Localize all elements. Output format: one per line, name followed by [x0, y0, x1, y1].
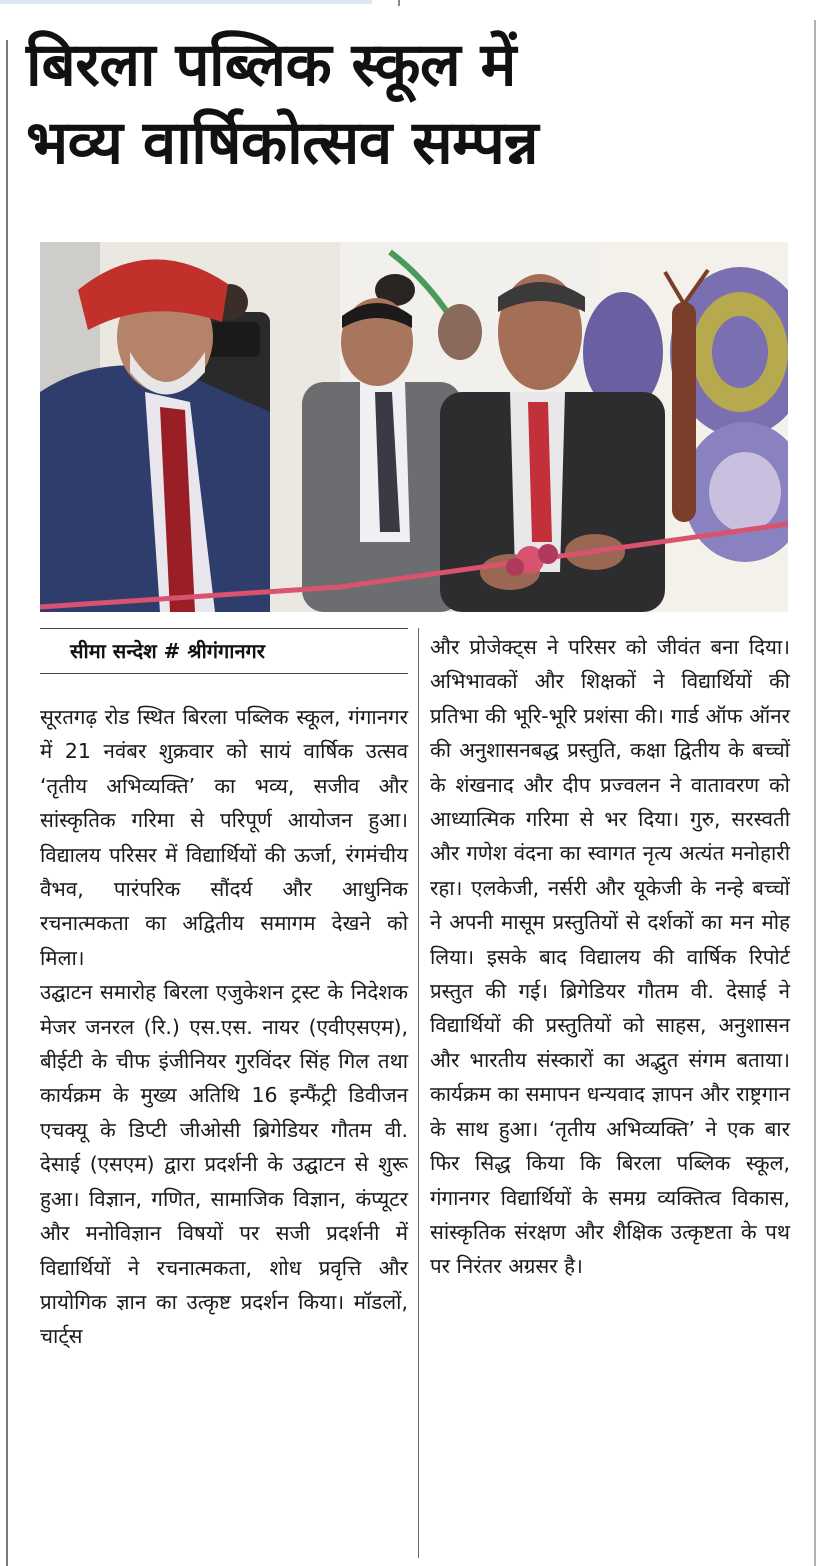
byline: सीमा सन्देश # श्रीगंगानगर: [70, 639, 265, 663]
article-column-right: [430, 630, 790, 1284]
news-photo: [40, 242, 788, 612]
article-headline: [26, 26, 796, 182]
left-paragraph-2: उद्घाटन समारोह बिरला एजुकेशन ट्रस्ट के निदेशक मेजर जनरल (रि.) एस.एस. नायर (एवीएसएम), बीईटी के चीफ इंजीनियर गुरविंदर सिंह गिल तथा कार्यक्रम के मुख्य अतिथि 16 इन्फैंट्री डिवीजन एचक्यू के डिप्टी जीओसी ब्रिगेडियर गौतम वी. देसाई (एसएम) द्वारा प्रदर्शनी के उद्घाटन से शुरू हुआ। विज्ञान, गणित, सामाजिक विज्ञान, कंप्यूटर और मनोविज्ञान विषयों पर सजी प्रदर्शनी में विद्यार्थियों ने रचनात्मकता, शोध प्रवृत्ति और प्रायोगिक ज्ञान का उत्कृष्ट प्रदर्शन किया। मॉडलों, चार्ट्स: [40, 980, 408, 1349]
top-edge-strip: [0, 0, 822, 6]
left-paragraph-1: सूरतगढ़ रोड स्थित बिरला पब्लिक स्कूल, गंगानगर में 21 नवंबर शुक्रवार को सायं वार्षिक उत्सव ‘तृतीय अभिव्यक्ति’ का भव्य, सजीव और सांस्कृतिक गरिमा से परिपूर्ण आयोजन हुआ। विद्यालय परिसर में विद्यार्थियों की ऊर्जा, रंगमंचीय वैभव, पारंपरिक सौंदर्य और आधुनिक रचनात्मकता का अद्वितीय समागम देखने को मिला।: [40, 705, 408, 970]
photo-illustration: [40, 242, 788, 612]
left-page-rule: [6, 40, 8, 1566]
article-column-left: [40, 700, 408, 1354]
right-paragraph-1: और प्रोजेक्ट्स ने परिसर को जीवंत बना दिया। अभिभावकों और शिक्षकों ने विद्यार्थियों की प्रतिभा की भूरि-भूरि प्रशंसा की। गार्ड ऑफ ऑनर की अनुशासनबद्ध प्रस्तुति, कक्षा द्वितीय के बच्चों के शंखनाद और दीप प्रज्वलन ने वातावरण को आध्यात्मिक गरिमा से भर दिया। गुरु, सरस्वती और गणेश वंदना का स्वागत नृत्य अत्यंत मनोहारी रहा। एलकेजी, नर्सरी और यूकेजी के नन्हे बच्चों ने अपनी मासूम प्रस्तुतियों से दर्शकों का मन मोह लिया। इसके बाद विद्यालय की वार्षिक रिपोर्ट प्रस्तुत की गई। ब्रिगेडियर गौतम वी. देसाई ने विद्यार्थियों की प्रस्तुतियों को साहस, अनुशासन और भारतीय संस्कारों का अद्भुत संगम बताया। कार्यक्रम का समापन धन्यवाद ज्ञापन और राष्ट्रगान के साथ हुआ। ‘तृतीय अभिव्यक्ति’ ने एक बार फिर सिद्ध किया कि बिरला पब्लिक स्कूल, गंगानगर विद्यार्थियों के समग्र व्यक्तित्व विकास, सांस्कृतिक संरक्षण और शैक्षिक उत्कृष्टता के पथ पर निरंतर अग्रसर है।: [430, 635, 790, 1279]
right-page-rule: [814, 20, 816, 1566]
headline-line-2: भव्य वार्षिकोत्सव सम्पन्न: [26, 108, 539, 178]
byline-box: [40, 628, 408, 674]
headline-line-1: बिरला पब्लिक स्कूल में: [26, 30, 516, 100]
top-edge-tick: [398, 0, 400, 6]
top-edge-bar: [0, 0, 372, 4]
column-divider: [418, 628, 419, 1558]
